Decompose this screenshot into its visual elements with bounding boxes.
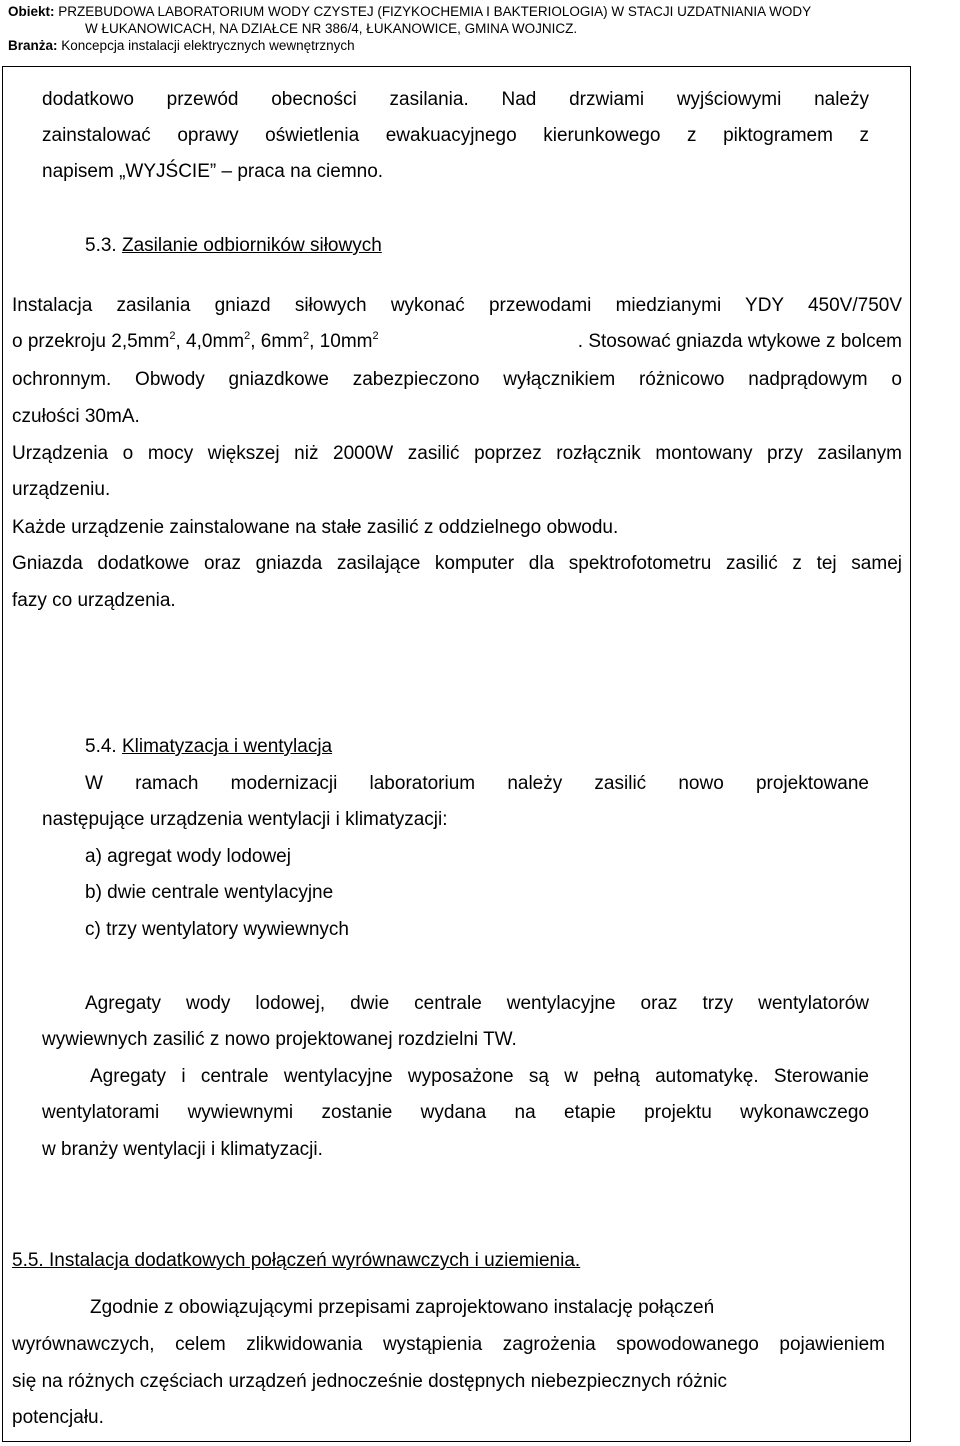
s55-line-1: Zgodnie z obowiązującymi przepisami zaprojektowano instalację połączeń bbox=[90, 1297, 715, 1318]
s53-p1-line-4: czułości 30mA. bbox=[12, 406, 140, 427]
s54-p2-line-2: wywiewnych zasilić z nowo projektowanej rozdzielni TW. bbox=[42, 1029, 517, 1050]
s54-list-item-c: c) trzy wentylatory wywiewnych bbox=[85, 919, 349, 940]
s53-p4-line-2: fazy co urządzenia. bbox=[12, 590, 176, 611]
s54-p3-line-2: wentylatorami wywiewnymi zostanie wydana na etapie projektu wykonawczego bbox=[42, 1102, 869, 1123]
s53-p1-line-1: Instalacja zasilania gniazd siłowych wykonać przewodami miedzianymi YDY 450V/750V bbox=[12, 295, 902, 316]
section-5-3-title: Zasilanie odbiorników siłowych bbox=[121, 235, 382, 256]
s53-p3: Każde urządzenie zainstalowane na stałe zasilić z oddzielnego obwodu. bbox=[12, 517, 619, 538]
s54-list-item-a: a) agregat wody lodowej bbox=[85, 846, 291, 867]
s53-p1-line-2 bbox=[12, 330, 902, 354]
s54-p3-line-3: w branży wentylacji i klimatyzacji. bbox=[42, 1139, 323, 1160]
s54-p3-line-1: Agregaty i centrale wentylacyjne wyposażone są w pełną automatykę. Sterowanie bbox=[90, 1066, 869, 1087]
s53-p2-line-1: Urządzenia o mocy większej niż 2000W zasilić poprzez rozłącznik montowany przy zasilanym bbox=[12, 443, 902, 464]
section-5-3-number: 5.3. bbox=[85, 235, 117, 256]
document-header bbox=[0, 0, 956, 60]
header-object-label: Obiekt: bbox=[8, 4, 55, 19]
s53-p1-line-3: ochronnym. Obwody gniazdkowe zabezpieczono wyłącznikiem różnicowo nadprądowym o bbox=[12, 369, 902, 390]
s54-p1-line-1: W ramach modernizacji laboratorium należy zasilić nowo projektowane bbox=[85, 773, 869, 794]
s55-line-2: wyrównawczych, celem zlikwidowania wystąpienia zagrożenia spowodowanego pojawieniem bbox=[12, 1334, 885, 1355]
section-5-4-heading bbox=[85, 735, 332, 759]
section-5-5-heading: 5.5. Instalacja dodatkowych połączeń wyrównawczych i uziemienia. bbox=[12, 1250, 581, 1271]
s55-line-4: potencjału. bbox=[12, 1407, 104, 1428]
s54-list-item-b: b) dwie centrale wentylacyjne bbox=[85, 882, 334, 903]
s54-p1-line-2: następujące urządzenia wentylacji i klimatyzacji: bbox=[42, 809, 448, 830]
intro-line-1: dodatkowo przewód obecności zasilania. Nad drzwiami wyjściowymi należy bbox=[42, 89, 869, 110]
s53-cross-section-values: o przekroju $2,5mm^2$, $4,0mm^2$, $6mm^2$, $10mm^2$ bbox=[12, 329, 379, 352]
header-branch-label: Branża: bbox=[8, 38, 58, 53]
section-5-4-number: 5.4. bbox=[85, 736, 117, 757]
intro-line-3: napisem „WYJŚCIE” – praca na ciemno. bbox=[42, 161, 384, 182]
section-5-3-heading bbox=[85, 234, 382, 258]
s55-line-3: się na różnych częściach urządzeń jednocześnie dostępnych niebezpiecznych różnic bbox=[12, 1371, 728, 1392]
header-object-line-2: W ŁUKANOWICACH, NA DZIAŁCE NR 386/4, ŁUKANOWICE, GMINA WOJNICZ. bbox=[85, 21, 578, 36]
s53-p2-line-2: urządzeniu. bbox=[12, 479, 111, 500]
s54-p2-line-1: Agregaty wody lodowej, dwie centrale wentylacyjne oraz trzy wentylatorów bbox=[85, 993, 869, 1014]
header-object-line bbox=[8, 3, 811, 20]
header-branch-text: Koncepcja instalacji elektrycznych wewnętrznych bbox=[61, 38, 355, 53]
intro-line-2: zainstalować oprawy oświetlenia ewakuacyjnego kierunkowego z piktogramem z bbox=[42, 125, 869, 146]
s53-socket-text: . Stosować gniazda wtykowe z bolcem bbox=[577, 331, 902, 352]
s53-p4-line-1: Gniazda dodatkowe oraz gniazda zasilające komputer dla spektrofotometru zasilić z tej samej bbox=[12, 553, 902, 574]
header-branch-line bbox=[8, 37, 355, 54]
header-object-text: PRZEBUDOWA LABORATORIUM WODY CZYSTEJ (FIZYKOCHEMIA I BAKTERIOLOGIA) W STACJI UZDATNIANIA WODY bbox=[58, 4, 812, 19]
section-5-4-title: Klimatyzacja i wentylacja bbox=[121, 736, 333, 757]
